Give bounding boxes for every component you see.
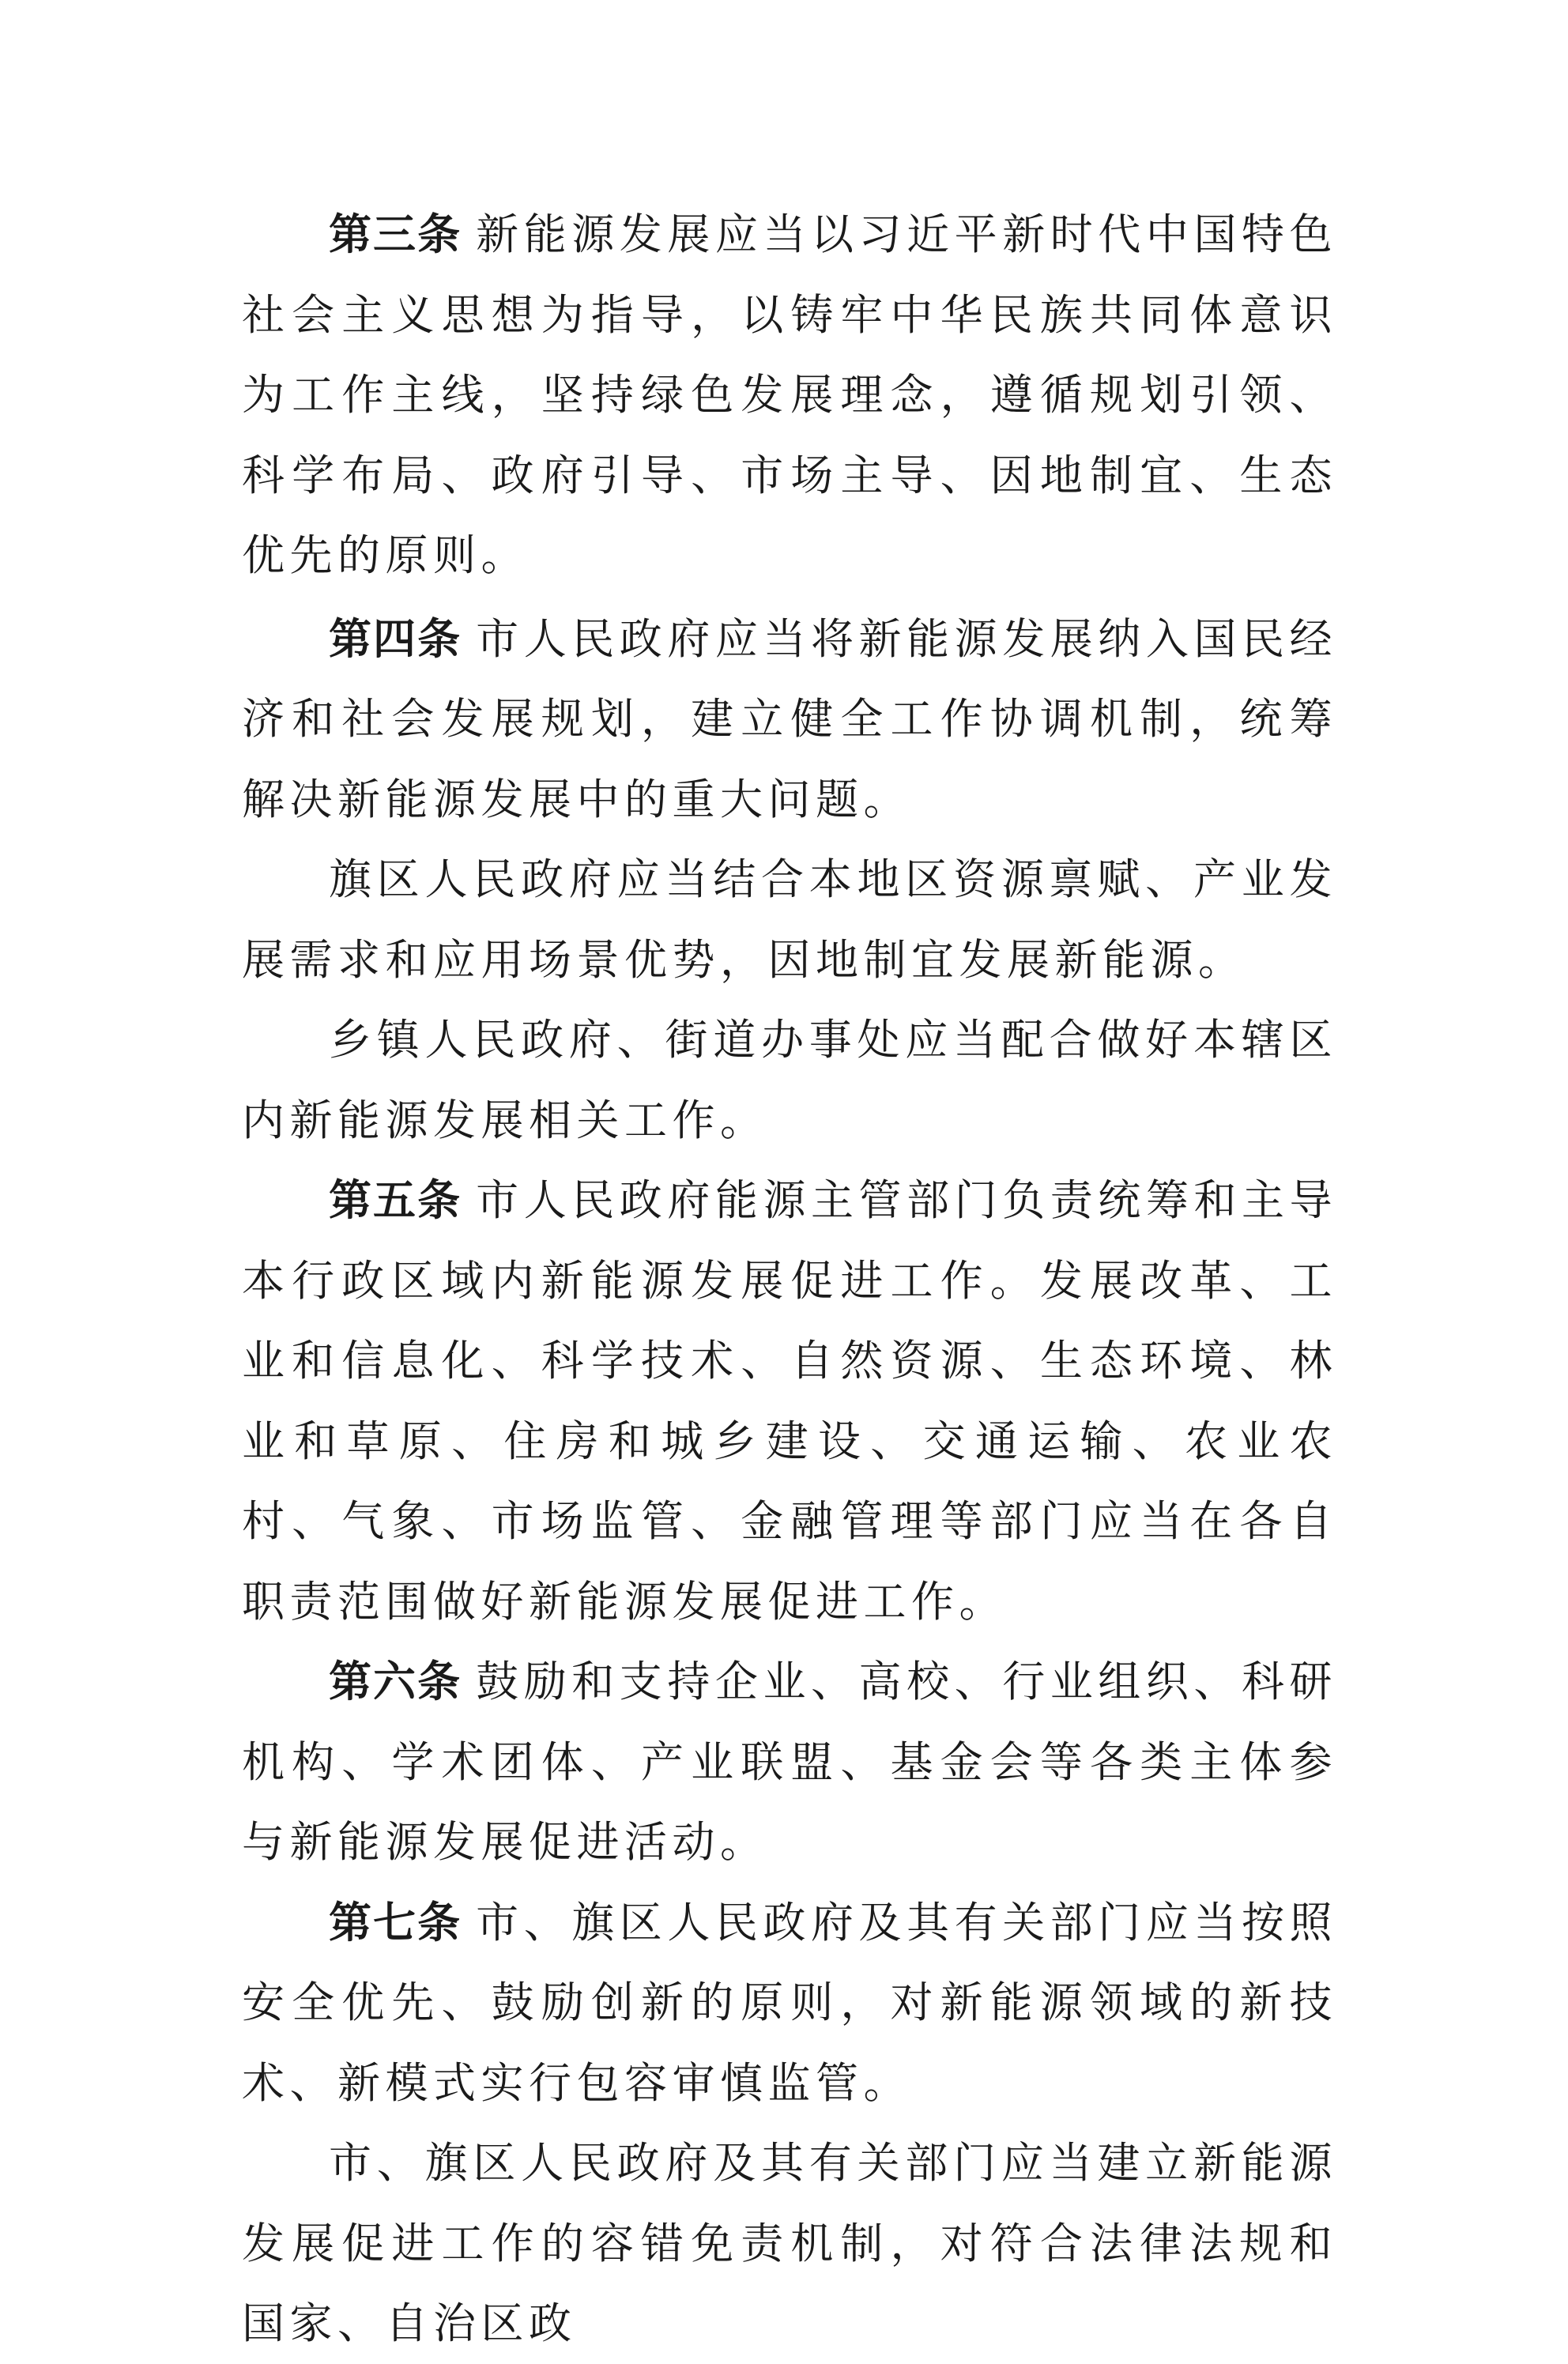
document-body bbox=[242, 194, 1337, 2364]
article-heading: 第六条 bbox=[329, 1657, 462, 1706]
article-3-paragraph bbox=[242, 194, 1337, 596]
clause-text: 旗区人民政府应当结合本地区资源禀赋、产业发展需求和应用场景优势，因地制宜发展新能源。 bbox=[242, 854, 1337, 985]
article-heading: 第五条 bbox=[329, 1175, 462, 1225]
article-6-paragraph bbox=[242, 1642, 1337, 1883]
article-4-clause-3 bbox=[242, 1000, 1337, 1160]
article-text: 新能源发展应当以习近平新时代中国特色社会主义思想为指导，以铸牢中华民族共同体意识为工作主线，坚持绿色发展理念，遵循规划引领、科学布局、政府引导、市场主导、因地制宜、生态优先的原则。 bbox=[242, 209, 1338, 580]
article-heading: 第七条 bbox=[329, 1897, 462, 1947]
article-text: 鼓励和支持企业、高校、行业组织、科研机构、学术团体、产业联盟、基金会等各类主体参与新能源发展促进活动。 bbox=[242, 1657, 1338, 1867]
clause-text: 市、旗区人民政府及其有关部门应当建立新能源发展促进工作的容错免责机制，对符合法律法规和国家、自治区政 bbox=[242, 2138, 1337, 2348]
article-7-clause-2 bbox=[242, 2123, 1337, 2364]
article-7-paragraph bbox=[242, 1883, 1337, 2124]
article-text: 市人民政府应当将新能源发展纳入国民经济和社会发展规划，建立健全工作协调机制，统筹解决新能源发展中的重大问题。 bbox=[242, 613, 1338, 824]
article-4-clause-2 bbox=[242, 839, 1337, 1000]
article-text: 市人民政府能源主管部门负责统筹和主导本行政区域内新能源发展促进工作。发展改革、工业和信息化、科学技术、自然资源、生态环境、林业和草原、住房和城乡建设、交通运输、农业农村、气象、市场监管、金融管理等部门应当在各自职责范围做好新能源发展促进工作。 bbox=[242, 1175, 1338, 1627]
article-text: 市、旗区人民政府及其有关部门应当按照安全优先、鼓励创新的原则，对新能源领域的新技术、新模式实行包容审慎监管。 bbox=[242, 1897, 1338, 2108]
article-4-paragraph bbox=[242, 599, 1337, 840]
article-heading: 第四条 bbox=[329, 613, 462, 664]
article-heading: 第三条 bbox=[329, 209, 462, 259]
article-5-paragraph bbox=[242, 1160, 1337, 1642]
clause-text: 乡镇人民政府、街道办事处应当配合做好本辖区内新能源发展相关工作。 bbox=[242, 1015, 1337, 1145]
